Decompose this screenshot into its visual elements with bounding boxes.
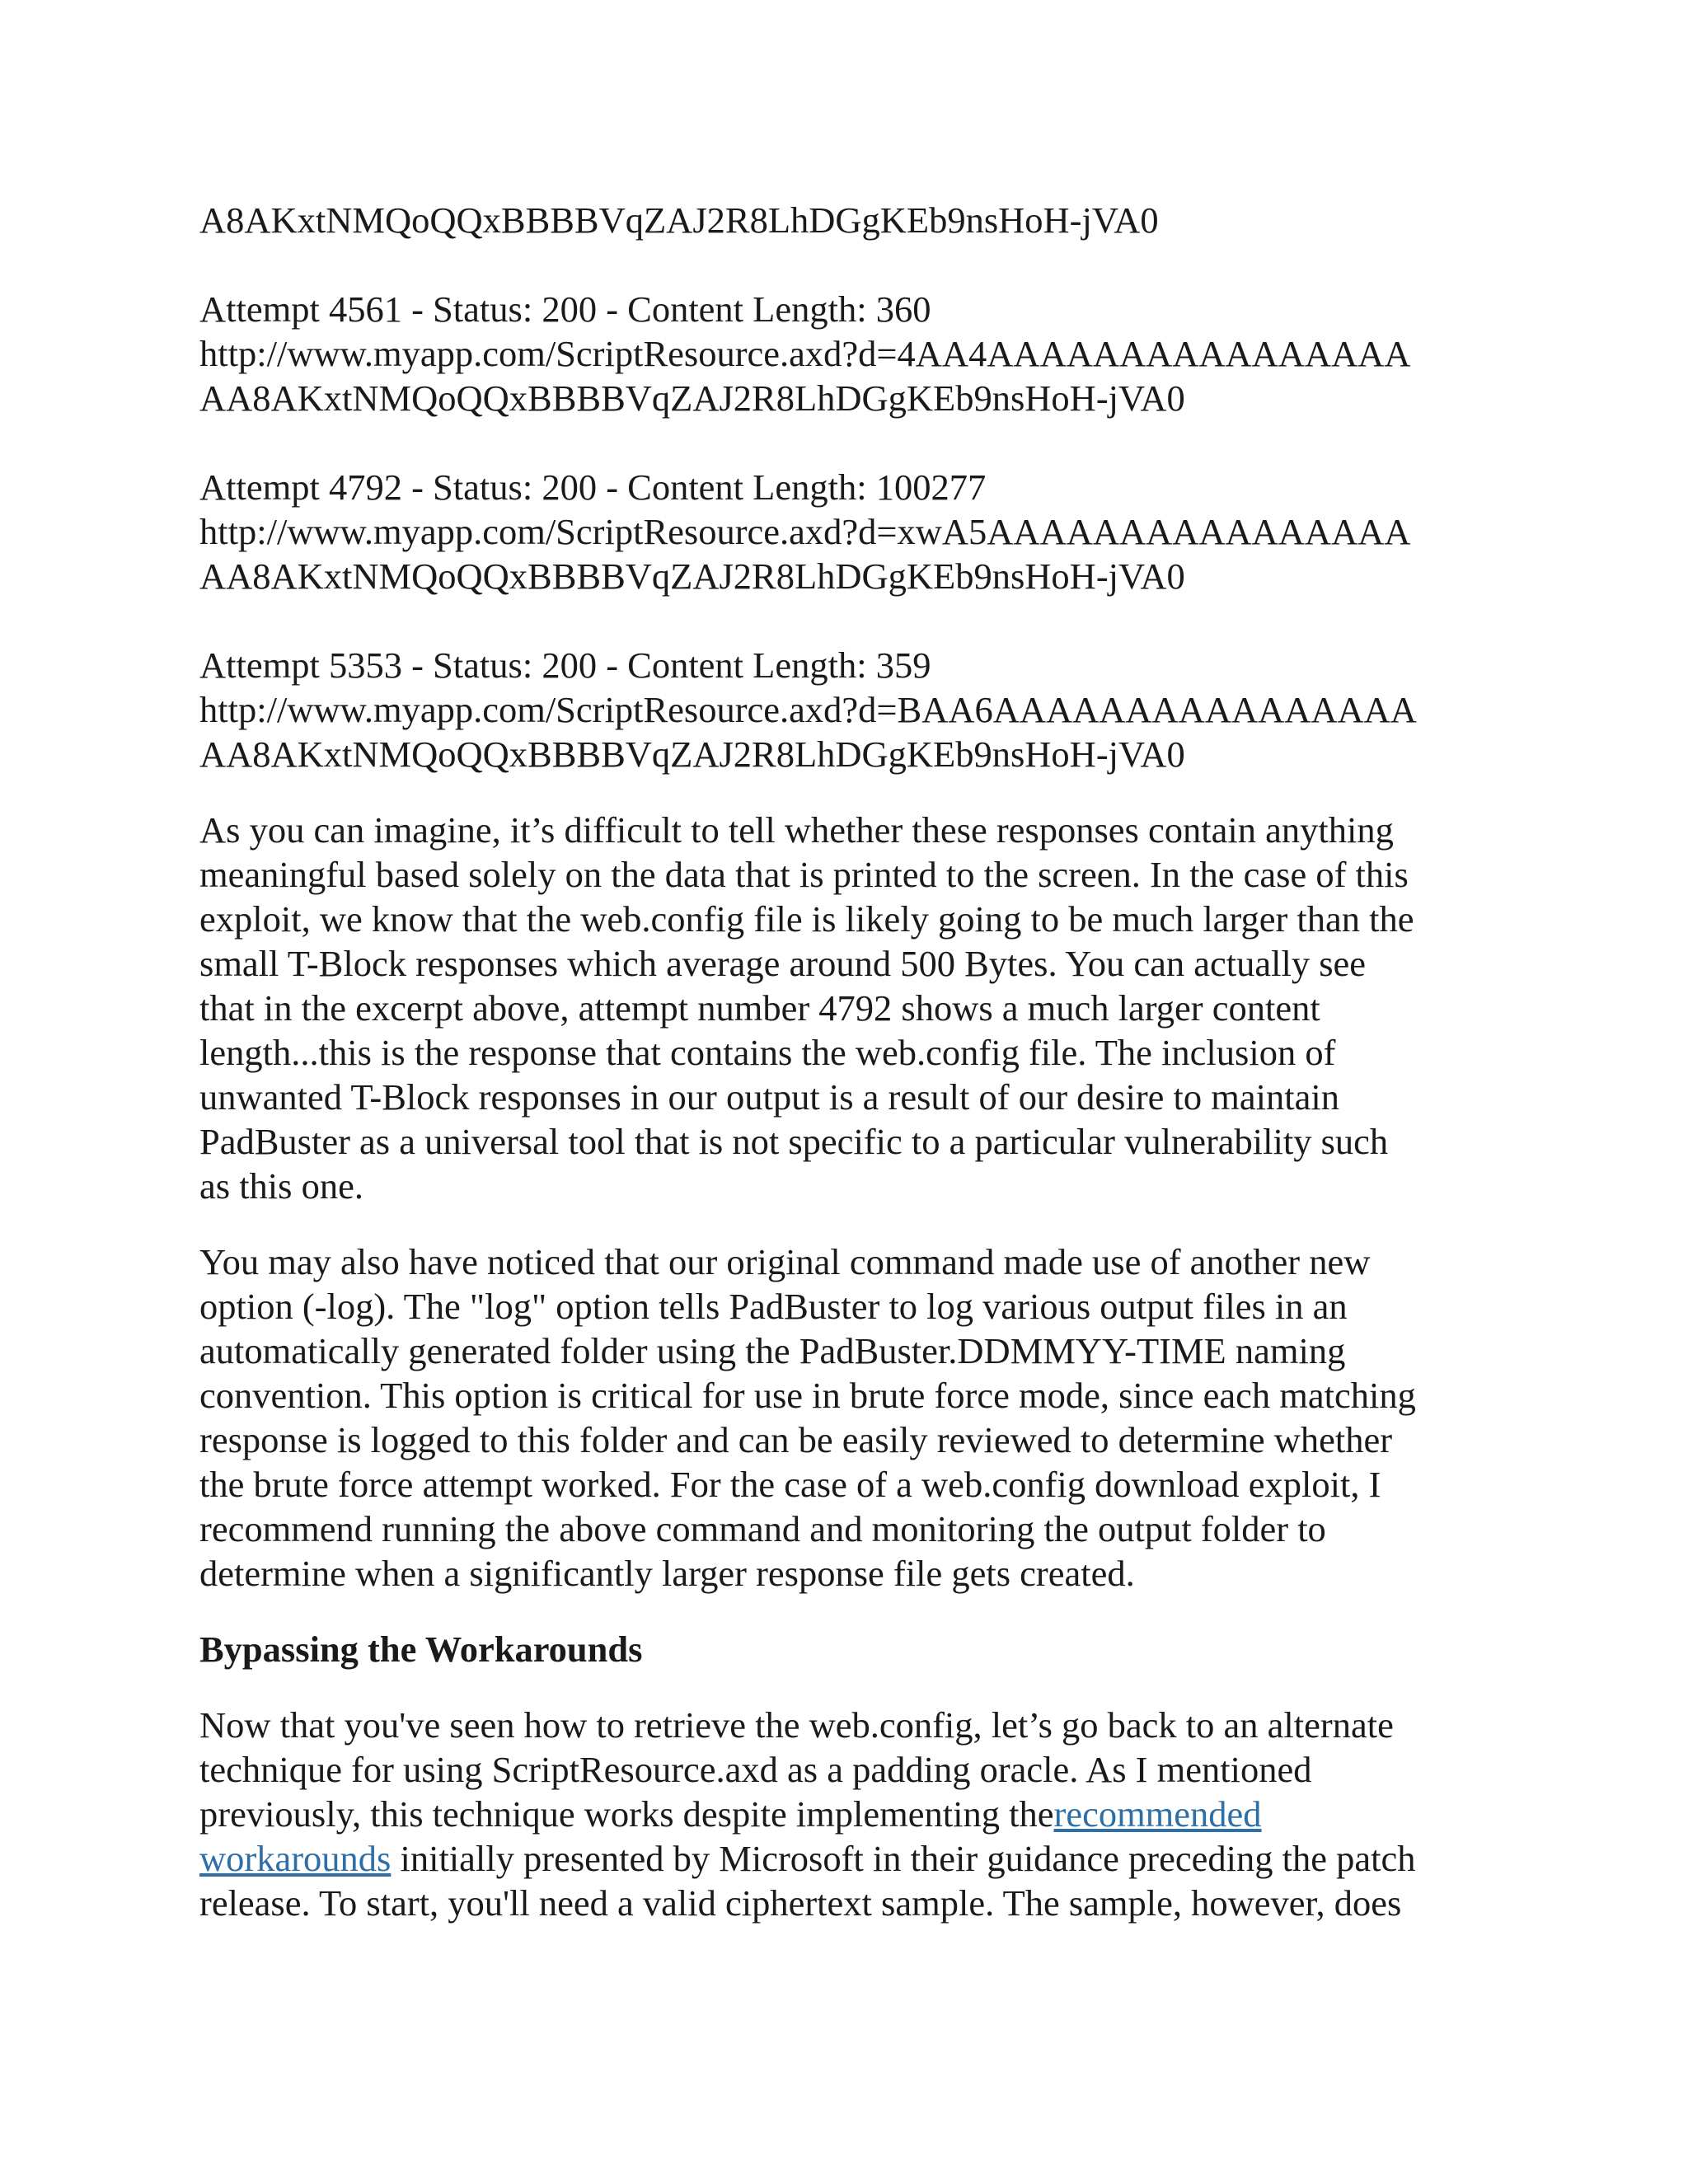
paragraph-line: determine when a significantly larger response file gets created. xyxy=(199,1553,1135,1594)
attempt-header: Attempt 4792 - Status: 200 - Content Length: 100277 xyxy=(199,466,987,508)
paragraph-line: automatically generated folder using the PadBuster.DDMMYY-TIME naming xyxy=(199,1330,1346,1371)
paragraph-line: meaningful based solely on the data that is printed to the screen. In the case of this xyxy=(199,854,1409,895)
paragraph-line: exploit, we know that the web.config file is likely going to be much larger than the xyxy=(199,898,1414,940)
paragraph-line: unwanted T-Block responses in our output is a result of our desire to maintain xyxy=(199,1076,1339,1118)
paragraph-line: that in the excerpt above, attempt number 4792 shows a much larger content xyxy=(199,987,1320,1029)
paragraph-line: technique for using ScriptResource.axd as a padding oracle. As I mentioned xyxy=(199,1749,1312,1790)
attempt-url: http://www.myapp.com/ScriptResource.axd?d=BAA6AAAAAAAAAAAAAAAA xyxy=(199,689,1417,730)
paragraph-text: previously, this technique works despite implementing the xyxy=(199,1793,1054,1835)
attempt-url: http://www.myapp.com/ScriptResource.axd?d=xwA5AAAAAAAAAAAAAAAA xyxy=(199,511,1411,552)
paragraph-line: the brute force attempt worked. For the case of a web.config download exploit, I xyxy=(199,1464,1381,1505)
paragraph-line: length...this is the response that contains the web.config file. The inclusion of xyxy=(199,1032,1336,1073)
attempt-url-continued: AA8AKxtNMQoQQxBBBBVqZAJ2R8LhDGgKEb9nsHoH-jVA0 xyxy=(199,733,1185,775)
attempt-url: http://www.myapp.com/ScriptResource.axd?d=4AA4AAAAAAAAAAAAAAAA xyxy=(199,333,1411,374)
log-line: A8AKxtNMQoQQxBBBBVqZAJ2R8LhDGgKEb9nsHoH-jVA0 xyxy=(199,199,1159,241)
body-paragraph xyxy=(199,1240,1502,1596)
paragraph-line xyxy=(199,1792,1502,1836)
body-paragraph xyxy=(199,808,1502,1208)
recommended-workarounds-link[interactable]: recommended xyxy=(1053,1793,1262,1835)
paragraph-line: PadBuster as a universal tool that is not specific to a particular vulnerability such xyxy=(199,1121,1389,1162)
paragraph-line: response is logged to this folder and can be easily reviewed to determine whether xyxy=(199,1419,1393,1460)
paragraph-line: as this one. xyxy=(199,1165,363,1207)
paragraph-line xyxy=(199,1836,1502,1881)
attempt-url-continued: AA8AKxtNMQoQQxBBBBVqZAJ2R8LhDGgKEb9nsHoH-jVA0 xyxy=(199,555,1185,597)
section-heading: Bypassing the Workarounds xyxy=(199,1629,643,1670)
attempt-header: Attempt 4561 - Status: 200 - Content Length: 360 xyxy=(199,288,931,330)
recommended-workarounds-link-continued[interactable]: workarounds xyxy=(199,1838,392,1879)
paragraph-line: As you can imagine, it’s difficult to tell whether these responses contain anything xyxy=(199,809,1394,851)
paragraph-line: release. To start, you'll need a valid ciphertext sample. The sample, however, does xyxy=(199,1882,1402,1924)
attempt-url-continued: AA8AKxtNMQoQQxBBBBVqZAJ2R8LhDGgKEb9nsHoH-jVA0 xyxy=(199,377,1185,419)
attempt-header: Attempt 5353 - Status: 200 - Content Length: 359 xyxy=(199,644,931,686)
paragraph-line: recommend running the above command and monitoring the output folder to xyxy=(199,1508,1326,1549)
paragraph-line: You may also have noticed that our original command made use of another new xyxy=(199,1241,1371,1282)
paragraph-line: convention. This option is critical for use in brute force mode, since each matching xyxy=(199,1375,1416,1416)
document-page xyxy=(199,198,1502,1925)
paragraph-line: Now that you've seen how to retrieve the web.config, let’s go back to an alternate xyxy=(199,1704,1394,1746)
paragraph-line: small T-Block responses which average around 500 Bytes. You can actually see xyxy=(199,943,1367,984)
paragraph-line: option (-log). The "log" option tells PadBuster to log various output files in an xyxy=(199,1286,1348,1327)
log-excerpt xyxy=(199,198,1502,776)
body-paragraph xyxy=(199,1703,1502,1925)
paragraph-text: initially presented by Microsoft in their guidance preceding the patch xyxy=(391,1838,1416,1879)
